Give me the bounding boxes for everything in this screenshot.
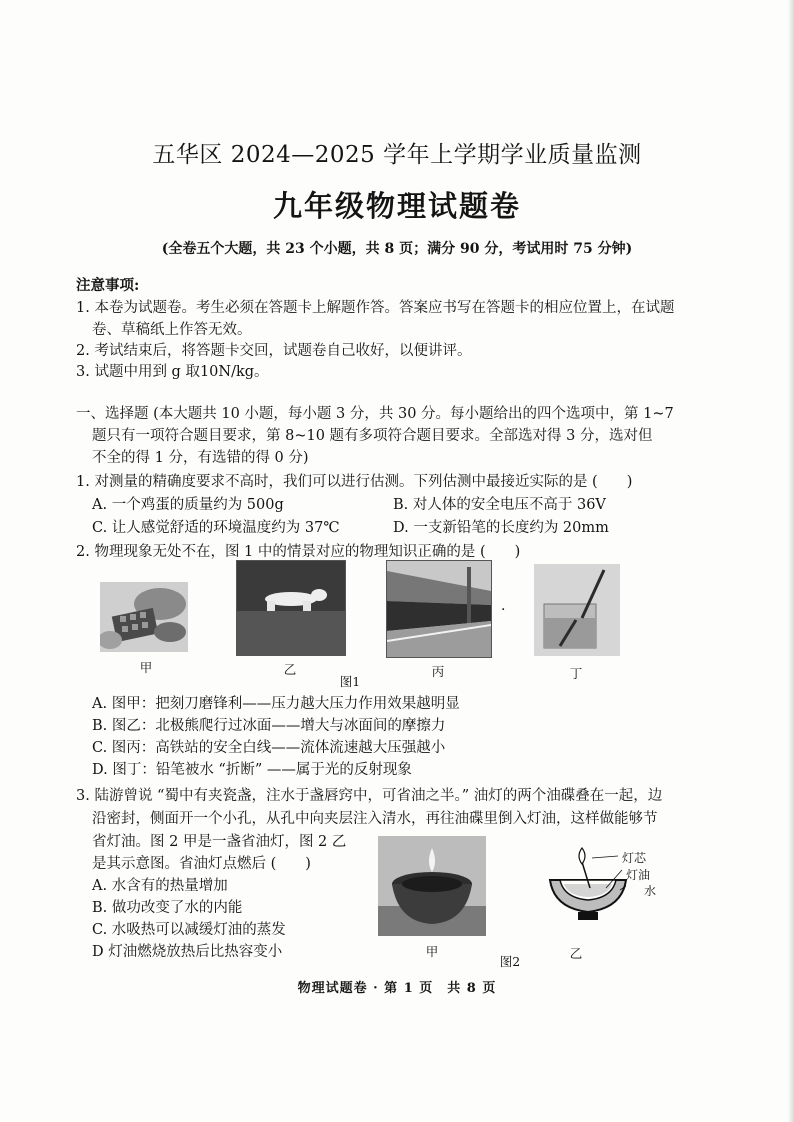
q3-option-a: A. 水含有的热量增加 [92, 878, 228, 894]
question-3-text: 省灯油。图 2 甲是一盏省油灯，图 2 乙 [92, 834, 347, 850]
q3-option-c: C. 水吸热可以减缓灯油的蒸发 [92, 922, 286, 938]
question-3-text: 沿密封，侧面开一个小孔，从孔中向夹层注入清水，再往油碟里倒入灯油，这样做能够节 [92, 811, 658, 827]
question-1-stem: 1. 对测量的精确度要求不高时，我们可以进行估测。下列估测中最接近实际的是 ( ) [76, 474, 633, 490]
page-footer: 物理试题卷 · 第 1 页 共 8 页 [297, 981, 497, 996]
figure-label-ding: 丁 [569, 666, 583, 681]
diagram-label-water: 水 [644, 884, 657, 898]
photo-high-speed-rail-platform [386, 560, 492, 658]
diagram-label-lamp-oil: 灯油 [626, 868, 651, 882]
q2-option-b: B. 图乙：北极熊爬行过冰面——增大与冰面间的摩擦力 [92, 718, 446, 734]
question-3-stem: 3. 陆游曾说 “蜀中有夹瓷盏，注水于盏唇窍中，可省油之半。” 油灯的两个油碟叠在一起，边 [76, 788, 663, 804]
photo-sharpening-knife [100, 582, 188, 652]
diagram-oil-lamp-cross-section [544, 846, 632, 928]
figure-2-label-yi: 乙 [569, 946, 583, 961]
q2-option-d: D. 图丁：铅笔被水 “折断” ——属于光的反射现象 [92, 762, 412, 778]
exam-title: 五华区 2024—2025 学年上学期学业质量监测 [152, 142, 642, 168]
diagram-label-wick: 灯芯 [622, 851, 647, 865]
subject-title: 九年级物理试题卷 [272, 189, 521, 223]
figure-label-jia: 甲 [139, 660, 153, 675]
q3-option-b: B. 做功改变了水的内能 [92, 900, 243, 916]
q3-option-d: D 灯油燃烧放热后比热容变小 [92, 944, 283, 960]
notice-line: 2. 考试结束后，将答题卡交回，试题卷自己收好，以便讲评。 [76, 343, 472, 359]
question-2-stem: 2. 物理现象无处不在，图 1 中的情景对应的物理知识正确的是 ( ) [76, 544, 521, 560]
figure-1-caption: 图1 [339, 674, 361, 689]
photo-polar-bear-on-ice [236, 560, 346, 656]
figure-2-caption: 图2 [499, 954, 521, 969]
photo-oil-lamp [378, 836, 486, 936]
q1-option-d: D. 一支新铅笔的长度约为 20mm [393, 520, 609, 536]
notice-line: 卷、草稿纸上作答无效。 [92, 322, 252, 338]
figure-2-label-jia: 甲 [425, 944, 439, 959]
q2-option-a: A. 图甲：把刻刀磨锋利——压力越大压力作用效果越明显 [92, 696, 460, 712]
section-heading: 一、选择题 (本大题共 10 小题，每小题 3 分，共 30 分。每小题给出的四个选项中，第 1~7 [76, 406, 674, 422]
notice-line: 1. 本卷为试题卷。考生必须在答题卡上解题作答。答案应书写在答题卡的相应位置上，在试题 [76, 300, 675, 316]
q1-option-b: B. 对人体的安全电压不高于 36V [393, 497, 606, 513]
notice-heading: 注意事项: [76, 277, 140, 294]
photo-pencil-in-water [534, 564, 620, 656]
figure-label-yi: 乙 [283, 662, 297, 677]
q1-option-a: A. 一个鸡蛋的质量约为 500g [92, 497, 284, 513]
exam-subtitle: (全卷五个大题，共 23 个小题，共 8 页；满分 90 分，考试用时 75 分钟) [161, 241, 633, 257]
figure-dot: · [501, 602, 506, 618]
q1-option-c: C. 让人感觉舒适的环境温度约为 37℃ [92, 520, 340, 536]
notice-line: 3. 试题中用到 g 取10N/kg。 [76, 364, 269, 380]
section-text: 不全的得 1 分，有选错的得 0 分) [92, 450, 309, 466]
scan-edge-shadow [788, 0, 794, 1122]
q2-option-c: C. 图丙：高铁站的安全白线——流体流速越大压强越小 [92, 740, 446, 756]
section-text: 题只有一项符合题目要求，第 8~10 题有多项符合题目要求。全部选对得 3 分，选对但 [92, 428, 653, 444]
figure-label-bing: 丙 [431, 664, 445, 679]
question-3-text: 是其示意图。省油灯点燃后 ( ) [92, 856, 311, 872]
